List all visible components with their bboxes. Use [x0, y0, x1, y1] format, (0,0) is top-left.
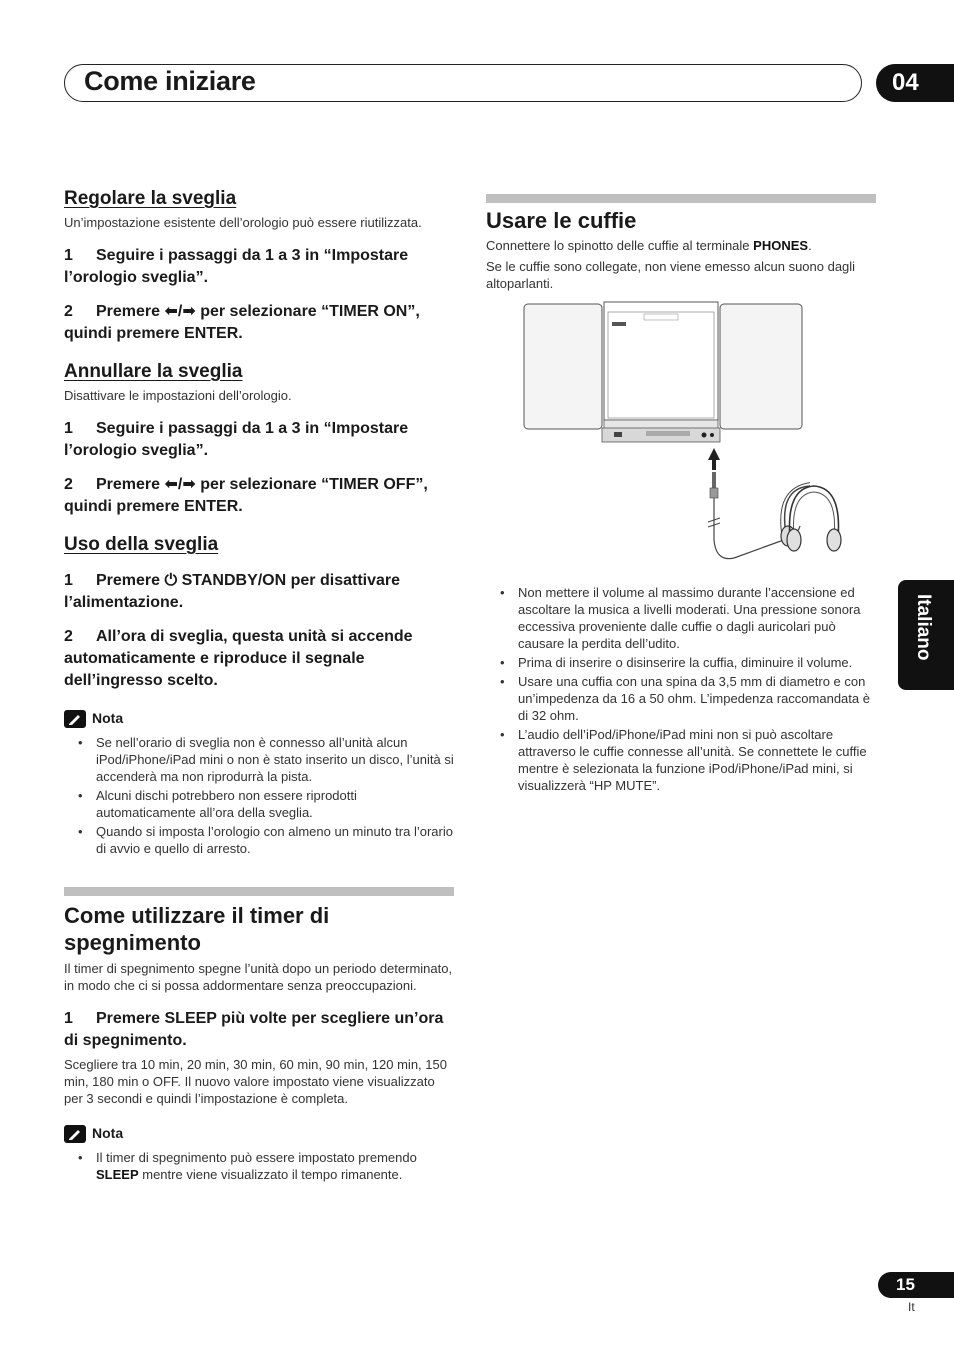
phones-keyword: PHONES — [753, 238, 809, 253]
usb-port-icon — [614, 432, 622, 437]
chapter-number: 04 — [876, 64, 954, 102]
page-language-code: It — [908, 1300, 915, 1314]
list-item: • L’audio dell’iPod/iPhone/iPad mini non si può ascoltare attraverso le cuffie connesse all’unità. Se connettete le cuffie mentre è selezionata la funzione iPod/iPhone/iPad mini, si visualizzerà “HP MUTE”. — [486, 726, 878, 794]
cuffie-paragraph-1: Connettere lo spinotto delle cuffie al terminale PHONES. — [486, 238, 812, 253]
note-pencil-icon — [64, 710, 86, 728]
timer-section-title: Come utilizzare il timer di spegnimento — [64, 903, 330, 955]
cuffie-warnings — [486, 584, 878, 796]
regolare-intro: Un’impostazione esistente dell’orologio può essere riutilizzata. — [64, 215, 422, 230]
page-number: 15 — [878, 1272, 954, 1298]
section-heading-annullare: Annullare la sveglia — [64, 361, 243, 382]
main-unit-door — [608, 312, 714, 418]
list-item: • Se nell’orario di sveglia non è connesso all’unità alcun iPod/iPhone/iPad mini o non è stato inserito un disco, l’unità si accenderà ma non riprodurrà la pista. — [64, 734, 456, 785]
arrow-up-icon — [708, 448, 720, 470]
uso-step-1: 1 Premere ⏻ STANDBY/ON per disattivare l’alimentazione. — [64, 572, 401, 611]
uso-step-2: 2 All’ora di sveglia, questa unità si accende automaticamente e riproduce il segnale dell’ingresso scelto. — [64, 628, 413, 689]
cuffie-section-title: Usare le cuffie — [486, 208, 637, 233]
regolare-step-1: 1 Seguire i passaggi da 1 a 3 in “Impostare l’orologio sveglia”. — [64, 247, 409, 286]
timer-step-1-detail: Scegliere tra 10 min, 20 min, 30 min, 60 min, 90 min, 120 min, 150 min, 180 min o OFF. Il nuovo valore impostato viene visualizzato per 3 secondi e quindi l’impostazione è completa. — [64, 1057, 447, 1106]
sleep-keyword: SLEEP — [96, 1167, 139, 1183]
headphones-connection-illustration — [520, 300, 810, 580]
list-item: • Il timer di spegnimento può essere impostato premendo SLEEP mentre viene visualizzato il tempo rimanente. — [64, 1149, 456, 1183]
aux-jack-icon — [710, 433, 714, 437]
list-item: • Prima di inserire o disinserire la cuffia, diminuire il volume. — [486, 654, 878, 671]
nota-block-1 — [64, 710, 456, 857]
list-item: • Alcuni dischi potrebbero non essere riprodotti automaticamente all’ora della sveglia. — [64, 787, 456, 821]
headphone-plug-grip — [710, 488, 718, 498]
section-heading-uso: Uso della sveglia — [64, 534, 219, 555]
headphone-plug — [712, 472, 716, 490]
timer-intro: Il timer di spegnimento spegne l’unità dopo un periodo determinato, in modo che ci si possa addormentare senza preoccupazioni. — [64, 961, 453, 993]
note-pencil-icon — [64, 1125, 86, 1143]
left-speaker — [524, 304, 602, 429]
nota-label: Nota — [64, 1125, 456, 1143]
headphones-icon — [780, 480, 850, 580]
language-side-tab — [898, 580, 954, 690]
annullare-intro: Disattivare le impostazioni dell’orologio. — [64, 388, 292, 403]
phones-jack-icon — [702, 433, 707, 438]
annullare-step-1: 1 Seguire i passaggi da 1 a 3 in “Impostare l’orologio sveglia”. — [64, 420, 409, 459]
right-speaker — [720, 304, 802, 429]
list-item: • Quando si imposta l’orologio con almeno un minuto tra l’orario di avvio e quello di arresto. — [64, 823, 456, 857]
nota-block-2 — [64, 1125, 456, 1183]
annullare-step-2: 2 Premere ⬅/➡ per selezionare “TIMER OFF”, quindi premere ENTER. — [64, 476, 428, 515]
disc-slot — [646, 431, 690, 436]
language-side-tab-label: Italiano — [913, 594, 934, 661]
section-heading-regolare: Regolare la sveglia — [64, 188, 237, 209]
chapter-title: Come iniziare — [84, 66, 256, 96]
section-divider-bar — [64, 887, 454, 896]
nota-label: Nota — [64, 710, 456, 728]
section-divider-bar — [486, 194, 876, 203]
timer-step-1: 1 Premere SLEEP più volte per scegliere un’ora di spegnimento. — [64, 1010, 444, 1049]
timer-section — [64, 902, 456, 1185]
brand-logo-icon — [612, 322, 626, 326]
list-item: • Non mettere il volume al massimo durante l’accensione ed ascoltare la musica a livelli moderati. Una pressione sonora eccessiva proveniente dalle cuffie o dagli auricolari può causare la perdita dell’udito. — [486, 584, 878, 652]
list-item: • Usare una cuffia con una spina da 3,5 mm di diametro e con un’impedenza da 16 a 50 ohm. L’impedenza raccomandata è di 32 ohm. — [486, 673, 878, 724]
right-column — [486, 207, 878, 292]
regolare-step-2: 2 Premere ⬅/➡ per selezionare “TIMER ON”, quindi premere ENTER. — [64, 303, 420, 342]
cuffie-paragraph-2: Se le cuffie sono collegate, non viene emesso alcun suono dagli altoparlanti. — [486, 259, 856, 291]
left-column — [64, 188, 456, 859]
